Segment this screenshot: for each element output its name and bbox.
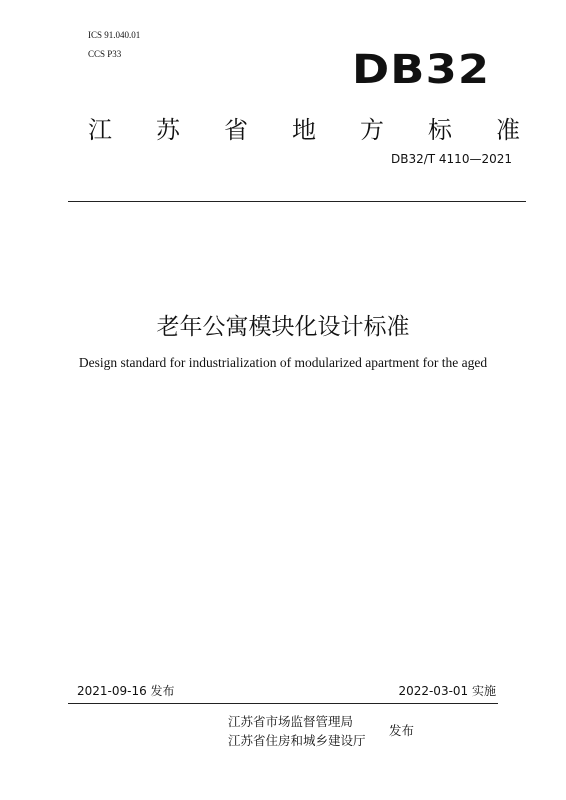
standard-logo: DB32 bbox=[352, 47, 491, 93]
document-title-chinese: 老年公寓模块化设计标准 bbox=[156, 314, 410, 340]
standard-type-char: 地 bbox=[292, 116, 316, 144]
standard-type-char: 标 bbox=[428, 116, 452, 144]
standard-type-char: 江 bbox=[88, 116, 112, 144]
publish-label: 发布 bbox=[389, 723, 415, 738]
header-divider bbox=[68, 201, 526, 202]
standard-type-char: 苏 bbox=[156, 116, 180, 144]
standard-type-char: 准 bbox=[496, 116, 520, 144]
issue-date: 2021-09-16 发布 bbox=[77, 684, 175, 698]
issuer-market-regulation: 江苏省市场监督管理局 bbox=[228, 714, 354, 729]
implementation-date: 2022-03-01 实施 bbox=[398, 684, 496, 698]
issuer-housing-construction: 江苏省住房和城乡建设厅 bbox=[228, 733, 366, 748]
standard-type-char: 方 bbox=[360, 116, 384, 144]
standard-number: DB32/T 4110—2021 bbox=[390, 152, 512, 166]
standard-type-heading bbox=[88, 110, 520, 145]
ics-code: ICS 91.040.01 bbox=[88, 30, 141, 40]
standard-type-char: 省 bbox=[224, 116, 248, 144]
ccs-code: CCS P33 bbox=[88, 49, 122, 59]
document-title-english: Design standard for industrialization of modularized apartment for the aged bbox=[78, 355, 488, 370]
footer-divider bbox=[68, 703, 498, 704]
